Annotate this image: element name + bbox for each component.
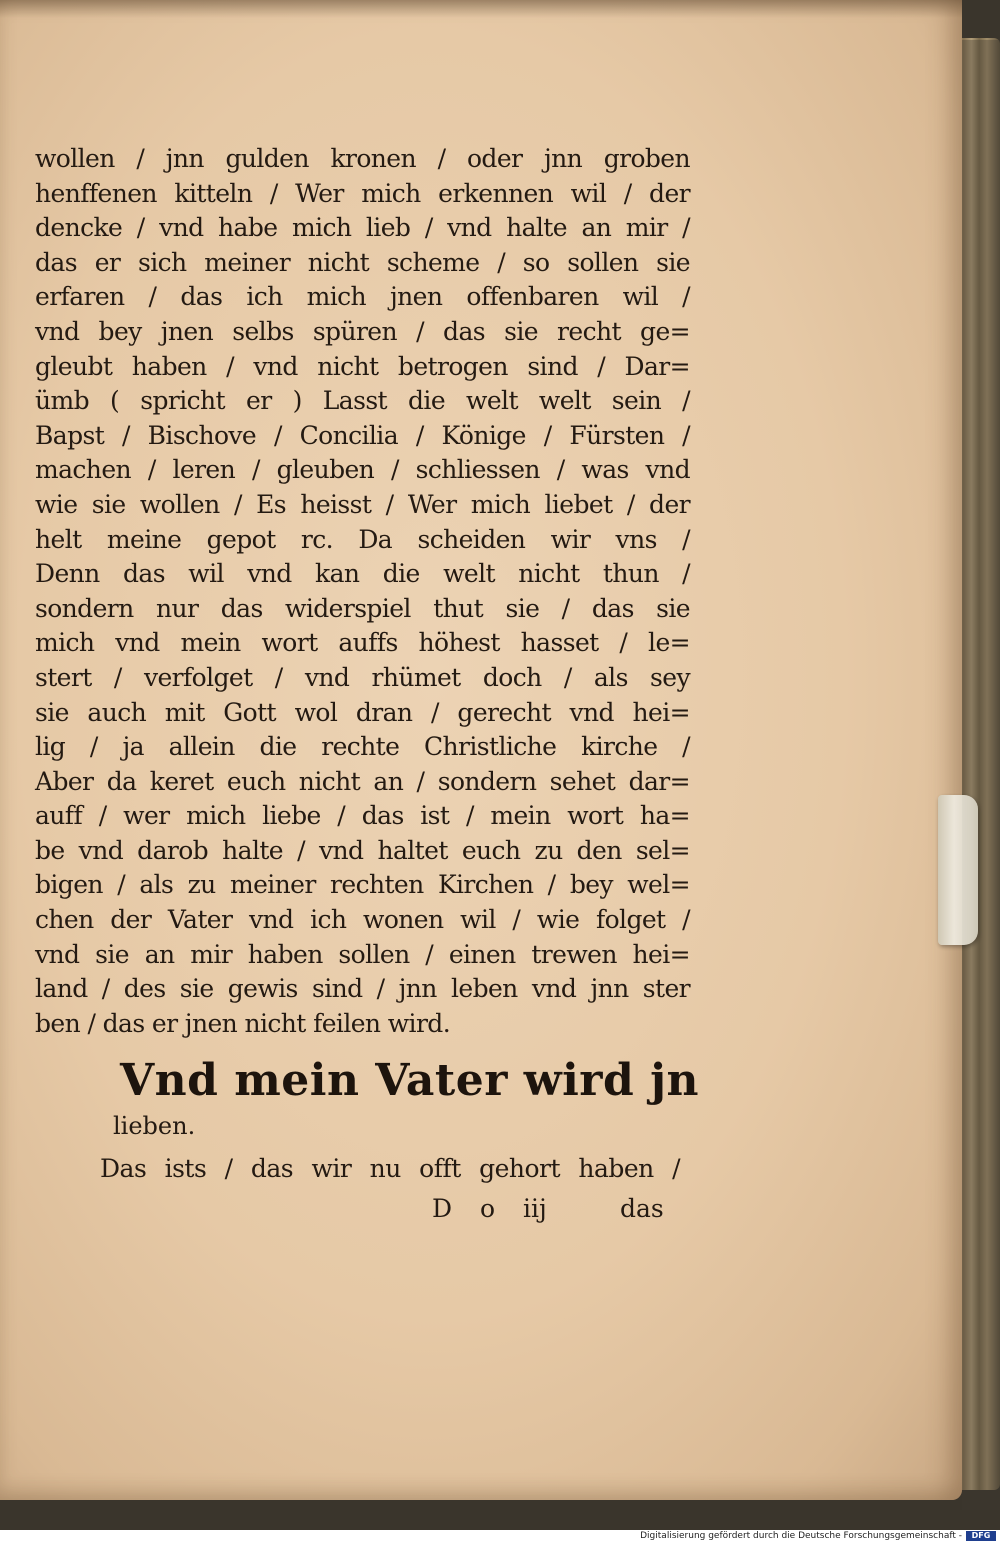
text-line: vnd sie an mir haben sollen / einen trewen hei= (35, 939, 690, 969)
text-line: sie auch mit Gott wol dran / gerecht vnd hei= (35, 697, 690, 727)
text-line: Aber da keret euch nicht an / sondern sehet dar= (35, 766, 690, 796)
text-line: stert / verfolget / vnd rhümet doch / als sey (35, 662, 690, 692)
page-tab-marker (938, 795, 978, 945)
text-line: ümb ( spricht er ) Lasst die welt welt sein / (35, 386, 690, 416)
text-line: auff / wer mich liebe / das ist / mein wort ha= (35, 801, 690, 831)
book-cover-edge (962, 40, 1000, 1510)
dfg-logo: DFG (966, 1531, 996, 1541)
section-heading: Vnd mein Vater wird jn (120, 1055, 699, 1106)
text-line: ben / das er jnen nicht feilen wird. (35, 1008, 451, 1038)
text-line: Bapst / Bischove / Concilia / Könige / Fürsten / (35, 420, 690, 450)
text-line: gleubt haben / vnd nicht betrogen sind / Dar= (35, 351, 690, 381)
text-line: machen / leren / gleuben / schliessen / was vnd (35, 455, 690, 485)
text-line: wie sie wollen / Es heisst / Wer mich liebet / der (35, 489, 690, 519)
text-line: Denn das wil vnd kan die welt nicht thun / (35, 559, 690, 589)
text-line: wollen / jnn gulden kronen / oder jnn groben (35, 144, 690, 173)
text-line: das er sich meiner nicht scheme / so sollen sie (35, 247, 690, 277)
body-text (35, 142, 690, 1041)
text-line: mich vnd mein wort auffs höhest hasset / le= (35, 628, 690, 658)
footer-credit: Digitalisierung gefördert durch die Deutsche Forschungsgemeinschaft - (640, 1531, 962, 1541)
text-line: helt meine gepot rc. Da scheiden wir vns / (35, 524, 690, 554)
text-line: henffenen kitteln / Wer mich erkennen wil / der (35, 178, 690, 208)
text-line: dencke / vnd habe mich lieb / vnd halte an mir / (35, 213, 690, 243)
text-line: sondern nur das widerspiel thut sie / das sie (35, 593, 690, 623)
text-line: chen der Vater vnd ich wonen wil / wie folget / (35, 905, 690, 935)
page-top-shadow (0, 0, 962, 18)
text-line: lig / ja allein die rechte Christliche kirche / (35, 732, 690, 762)
section-heading-continuation: lieben. (113, 1112, 196, 1140)
text-line: bigen / als zu meiner rechten Kirchen / bey wel= (35, 870, 690, 900)
text-line: land / des sie gewis sind / jnn leben vnd jnn ster (35, 974, 690, 1004)
signature-mark: D o iij (432, 1194, 547, 1223)
footer-bar (0, 1530, 1000, 1542)
text-line: be vnd darob halte / vnd haltet euch zu den sel= (35, 835, 690, 865)
paragraph-start: Das ists / das wir nu offt gehort haben / (100, 1154, 680, 1183)
catchword: das (620, 1194, 664, 1223)
text-line: vnd bey jnen selbs spüren / das sie recht ge= (35, 316, 690, 346)
text-line: erfaren / das ich mich jnen offenbaren wil / (35, 282, 690, 312)
